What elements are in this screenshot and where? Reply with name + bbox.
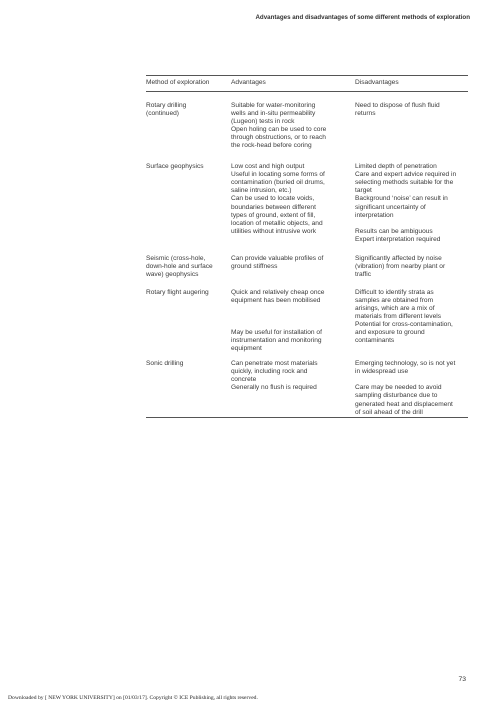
cell-disadvantages (355, 360, 468, 416)
cell-line: target (355, 187, 372, 195)
cell-line (355, 376, 468, 384)
table-row (146, 255, 468, 289)
cell-line (231, 313, 355, 321)
cell-line: Surface geophysics (146, 163, 204, 171)
cell-advantages (231, 360, 355, 416)
cell-line: Difficult to identify strata as (355, 288, 434, 296)
cell-line: down-hole and surface (146, 262, 213, 270)
table-row (146, 289, 468, 360)
cell-line: Open holing can be used to core (231, 126, 327, 134)
cell-advantages (231, 255, 355, 279)
cell-line: wave) geophysics (146, 270, 199, 278)
header-method: Method of exploration (146, 79, 210, 86)
cell-advantages (231, 289, 355, 353)
download-footer: Downloaded by [ NEW YORK UNIVERSITY] on [01/03/17]. Copyright © ICE Publishing, all rights reserved. (8, 695, 258, 701)
cell-line: contaminants (355, 337, 395, 345)
cell-line: arisings, which are a mix of (355, 304, 435, 312)
cell-line: samples are obtained from (355, 296, 434, 304)
cell-line: quickly, including rock and (231, 368, 308, 376)
cell-disadvantages (355, 163, 468, 243)
cell-line: (vibration) from nearby plant or (355, 262, 446, 270)
cell-advantages (231, 163, 355, 243)
cell-line: Potential for cross-contamination, (355, 321, 453, 329)
table-bottom-rule (146, 417, 468, 418)
header-advantages: Advantages (231, 79, 266, 86)
cell-line: Rotary drilling (146, 102, 187, 109)
cell-line: through obstructions, or to reach (231, 134, 326, 142)
cell-method (146, 289, 231, 353)
cell-line: Emerging technology, so is not yet (355, 360, 456, 368)
cell-line: Significantly affected by noise (355, 254, 442, 262)
cell-line: of soil ahead of the drill (355, 408, 423, 416)
cell-line: May be useful for installation of (231, 329, 322, 337)
cell-line: concrete (231, 376, 257, 384)
cell-line: location of metallic objects, and (231, 219, 323, 227)
cell-line: Seismic (cross-hole, (146, 254, 206, 262)
cell-line: Care and expert advice required in (355, 171, 457, 179)
cell-line: Background ‘noise’ can result in (355, 195, 448, 203)
cell-line: Generally no flush is required (231, 384, 317, 392)
cell-line: sampling disturbance due to (355, 392, 438, 400)
cell-line: Suitable for water-monitoring (231, 102, 316, 109)
cell-line: Can penetrate most materials (231, 360, 318, 368)
cell-line: significant uncertainty of (355, 203, 426, 211)
cell-disadvantages (355, 255, 468, 279)
table-row (146, 163, 468, 254)
cell-line: selecting methods suitable for the (355, 179, 454, 187)
cell-line: materials from different levels (355, 313, 441, 321)
cell-line: (continued) (146, 110, 179, 118)
cell-line: generated heat and displacement (355, 400, 453, 408)
cell-line: returns (355, 110, 376, 118)
cell-line (231, 321, 355, 329)
cell-line: equipment has been mobilised (231, 296, 321, 304)
cell-line: Useful in locating some forms of (231, 171, 325, 179)
cell-method (146, 102, 231, 150)
cell-line: Need to dispose of flush fluid (355, 102, 440, 109)
cell-line: Expert interpretation required (355, 235, 441, 243)
cell-line: Can be used to locate voids, (231, 195, 315, 203)
cell-line: Limited depth of penetration (355, 163, 437, 171)
cell-line: and exposure to ground (355, 329, 425, 337)
running-head: Advantages and disadvantages of some different methods of exploration (255, 14, 470, 21)
cell-line: interpretation (355, 211, 394, 219)
page-number: 73 (458, 676, 466, 683)
table-row (146, 92, 468, 163)
cell-disadvantages (355, 102, 468, 150)
cell-line: Results can be ambiguous (355, 227, 433, 235)
cell-method (146, 255, 231, 279)
cell-line: saline intrusion, etc.) (231, 187, 292, 195)
cell-line: boundaries between different (231, 203, 316, 211)
cell-line: utilities without intrusive work (231, 227, 317, 235)
cell-line: wells and in-situ permeability (231, 110, 316, 118)
cell-line: (Lugeon) tests in rock (231, 118, 295, 126)
header-disadvantages: Disadvantages (355, 79, 399, 86)
cell-line: ground stiffness (231, 262, 278, 270)
cell-method (146, 360, 231, 416)
cell-line (231, 305, 355, 313)
table-row (146, 360, 468, 416)
cell-method (146, 163, 231, 243)
cell-line: the rock-head before coring (231, 142, 312, 150)
cell-line: traffic (355, 270, 372, 278)
cell-disadvantages (355, 289, 468, 353)
cell-line: contamination (buried oil drums, (231, 179, 325, 187)
cell-line: equipment (231, 345, 262, 353)
cell-line: Quick and relatively cheap once (231, 288, 325, 296)
cell-line: Sonic drilling (146, 360, 184, 368)
cell-advantages (231, 102, 355, 150)
table-header-row (146, 76, 468, 91)
table-body (146, 92, 468, 417)
cell-line: in widespread use (355, 368, 409, 376)
cell-line: instrumentation and monitoring (231, 337, 322, 345)
cell-line: Low cost and high output (231, 163, 305, 171)
cell-line: Care may be needed to avoid (355, 384, 442, 392)
exploration-methods-table (146, 75, 468, 418)
cell-line: Can provide valuable profiles of (231, 254, 324, 262)
cell-line (355, 220, 468, 228)
cell-line: Rotary flight augering (146, 288, 209, 296)
cell-line: types of ground, extent of fill, (231, 211, 316, 219)
